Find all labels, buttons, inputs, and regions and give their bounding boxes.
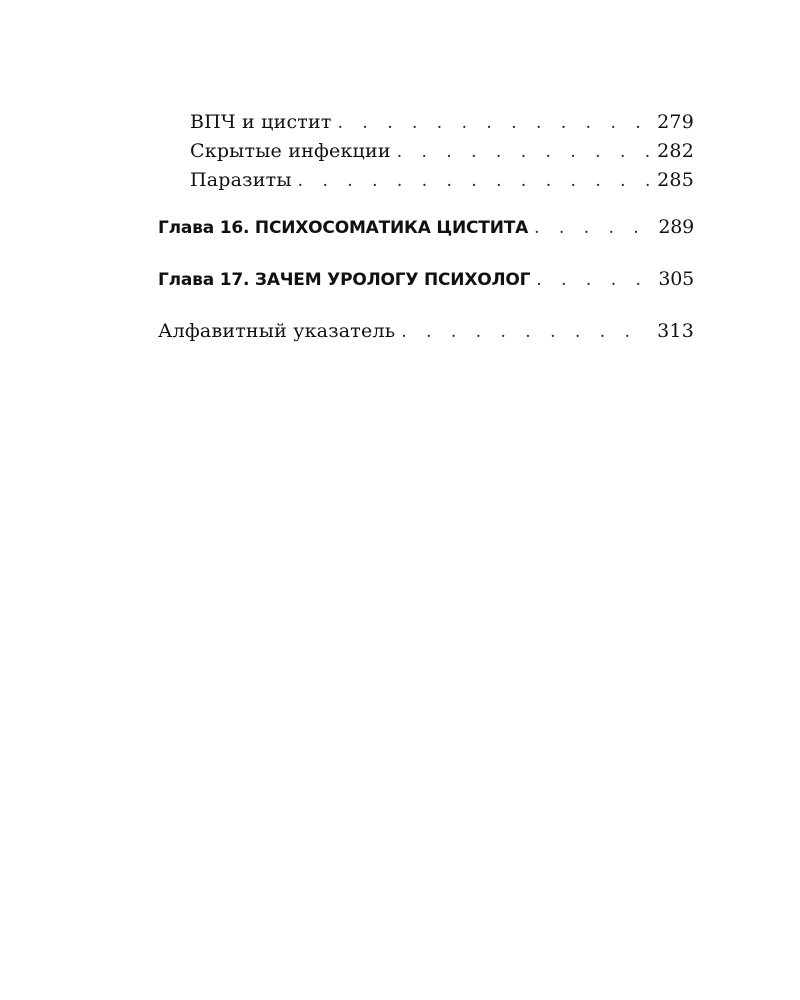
dot-leader xyxy=(397,138,651,167)
toc-entry-page: 279 xyxy=(657,111,694,133)
toc-chapter-page: 305 xyxy=(658,268,694,290)
toc-entry-title: Алфавитный указатель xyxy=(158,320,396,342)
dot-leader xyxy=(534,214,652,243)
toc-entry-page: 282 xyxy=(657,140,694,162)
table-of-contents xyxy=(158,108,694,346)
dot-leader xyxy=(401,318,651,347)
toc-chapter-17 xyxy=(158,265,694,294)
toc-entry-parasites xyxy=(158,166,694,195)
toc-chapter-16 xyxy=(158,213,694,242)
dot-leader xyxy=(298,167,651,196)
toc-chapter-page: 289 xyxy=(658,216,694,238)
toc-entry-title: ВПЧ и цистит xyxy=(190,111,332,133)
toc-entry-hpv-cystitis xyxy=(158,108,694,137)
toc-entry-page: 285 xyxy=(657,169,694,191)
toc-entry-alphabetical-index xyxy=(158,317,694,346)
toc-entry-title: Паразиты xyxy=(190,169,292,191)
dot-leader xyxy=(338,109,652,138)
toc-entry-title: Скрытые инфекции xyxy=(190,140,391,162)
toc-chapter-title: Глава 16. ПСИХОСОМАТИКА ЦИСТИТА xyxy=(158,218,529,238)
toc-entry-page: 313 xyxy=(657,320,694,342)
toc-entry-hidden-infections xyxy=(158,137,694,166)
dot-leader xyxy=(536,266,652,295)
toc-chapter-title: Глава 17. ЗАЧЕМ УРОЛОГУ ПСИХОЛОГ xyxy=(158,270,531,290)
